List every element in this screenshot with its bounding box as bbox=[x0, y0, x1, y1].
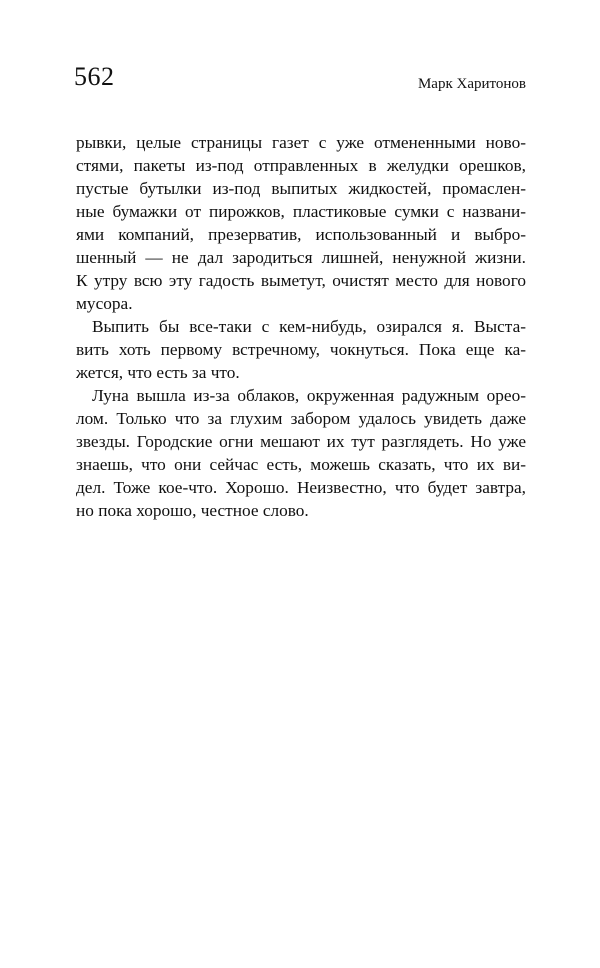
page-number: 562 bbox=[74, 62, 115, 91]
text-line: шенный — не дал зародиться лишней, ненужной жизни. bbox=[76, 248, 526, 267]
text-line: пустые бутылки из-под выпитых жидкостей, промаслен- bbox=[76, 179, 526, 198]
text-line: дел. Тоже кое-что. Хорошо. Неизвестно, что будет завтра, bbox=[76, 478, 526, 497]
text-line: лом. Только что за глухим забором удалось увидеть даже bbox=[76, 409, 526, 428]
text-line: ные бумажки от пирожков, пластиковые сумки с названи- bbox=[76, 202, 526, 221]
text-line: ями компаний, презерватив, использованный и выбро- bbox=[76, 225, 526, 244]
text-line: знаешь, что они сейчас есть, можешь сказать, что их ви- bbox=[76, 455, 526, 474]
text-line: жется, что есть за что. bbox=[76, 363, 240, 382]
body-text bbox=[76, 131, 526, 522]
running-head-author: Марк Харитонов bbox=[417, 76, 526, 92]
text-line: но пока хорошо, честное слово. bbox=[76, 501, 309, 520]
text-line: мусора. bbox=[76, 294, 133, 313]
text-line: рывки, целые страницы газет с уже отмененными ново- bbox=[76, 133, 526, 152]
text-line: вить хоть первому встречному, чокнуться. Пока еще ка- bbox=[76, 340, 526, 359]
text-line: Луна вышла из-за облаков, окруженная радужным орео- bbox=[92, 386, 526, 405]
text-line: звезды. Городские огни мешают их тут разглядеть. Но уже bbox=[76, 432, 526, 451]
text-line: К утру всю эту гадость выметут, очистят место для нового bbox=[76, 271, 526, 290]
text-line: Выпить бы все-таки с кем-нибудь, озирался я. Выста- bbox=[92, 317, 526, 336]
text-line: стями, пакеты из-под отправленных в желудки орешков, bbox=[76, 156, 526, 175]
